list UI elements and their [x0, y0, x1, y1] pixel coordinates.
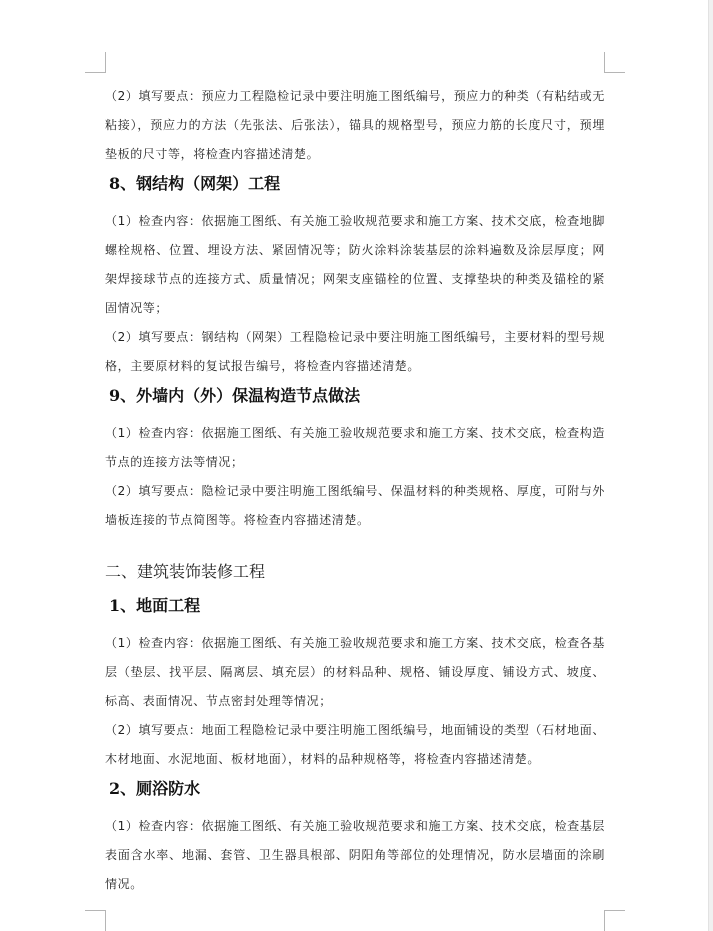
page-content	[105, 82, 605, 899]
paragraph-insulation-inspection: （1）检查内容：依据施工图纸、有关施工验收规范要求和施工方案、技术交底，检查构造节点的连接方法等情况；	[105, 426, 605, 469]
paragraph-insulation-points: （2）填写要点：隐检记录中要注明施工图纸编号、保温材料的种类规格、厚度，可附与外墙板连接的节点简图等。将检查内容描述清楚。	[105, 484, 605, 527]
heading-bathroom-waterproof: 2、厕浴防水	[109, 779, 201, 798]
paragraph-prestress-points: （2）填写要点：预应力工程隐检记录中要注明施工图纸编号，预应力的种类（有粘结或无粘接），预应力的方法（先张法、后张法），锚具的规格型号，预应力筋的长度尺寸，预埋垫板的尺寸等，将检查内容描述清楚。	[105, 89, 605, 161]
margin-corner-top-right	[604, 52, 625, 73]
paragraph-floor-inspection: （1）检查内容：依据施工图纸、有关施工验收规范要求和施工方案、技术交底，检查各基层（垫层、找平层、隔离层、填充层）的材料品种、规格、铺设厚度、铺设方式、坡度、标高、表面情况、节点密封处理等情况；	[105, 636, 605, 708]
page-edge	[708, 0, 713, 931]
paragraph-waterproof-inspection: （1）检查内容：依据施工图纸、有关施工验收规范要求和施工方案、技术交底，检查基层表面含水率、地漏、套管、卫生器具根部、阴阳角等部位的处理情况，防水层墙面的涂刷情况。	[105, 819, 605, 891]
margin-corner-bottom-right	[604, 910, 625, 931]
heading-wall-insulation: 9、外墙内（外）保温构造节点做法	[109, 386, 361, 405]
paragraph-steel-points: （2）填写要点：钢结构（网架）工程隐检记录中要注明施工图纸编号，主要材料的型号规格，主要原材料的复试报告编号，将检查内容描述清楚。	[105, 330, 605, 373]
heading-steel-structure: 8、钢结构（网架）工程	[109, 174, 281, 193]
margin-corner-bottom-left	[85, 910, 106, 931]
paragraph-steel-inspection: （1）检查内容：依据施工图纸、有关施工验收规范要求和施工方案、技术交底，检查地脚螺栓规格、位置、埋设方法、紧固情况等；防火涂料涂装基层的涂料遍数及涂层厚度；网架焊接球节点的连接方式、质量情况；网架支座锚栓的位置、支撑垫块的种类及锚栓的紧固情况等；	[105, 214, 605, 315]
margin-corner-top-left	[85, 52, 106, 73]
section-heading-decoration: 二、建筑装饰装修工程	[105, 562, 266, 581]
paragraph-floor-points: （2）填写要点：地面工程隐检记录中要注明施工图纸编号，地面铺设的类型（石材地面、木材地面、水泥地面、板材地面），材料的品种规格等，将检查内容描述清楚。	[105, 723, 605, 766]
heading-floor-works: 1、地面工程	[109, 596, 201, 615]
